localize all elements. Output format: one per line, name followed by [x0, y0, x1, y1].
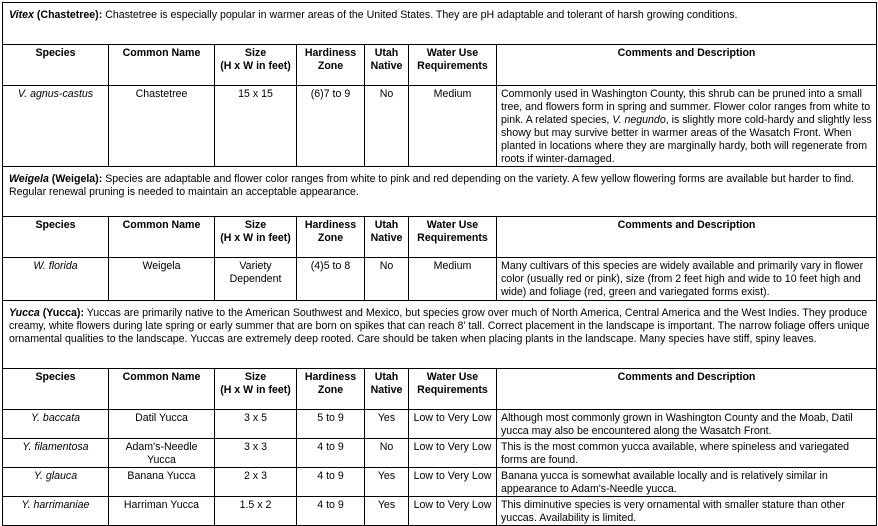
table-row: [3, 86, 877, 167]
water-cell: Medium: [409, 86, 497, 167]
intro-text: Yuccas are primarily native to the American Southwest and Mexico, but species grow over much of North America, Central America and the West Indies. They produce creamy, white flowers during late spring or early summer that are born on spikes that can reach 8' tall. Correct placement in the landscape is important. The narrow foliage offers unique ornamental qualities to the landscape. Yuccas are extremely deep rooted. Care should be taken when placing plants in the landscape. Many species have stiff, spiny leaves.: [9, 307, 870, 345]
common-cell: Harriman Yucca: [109, 497, 215, 526]
header-comments: Comments and Description: [617, 47, 756, 59]
header-hardiness: Hardiness: [304, 219, 357, 231]
header-utah-sub: Native: [370, 384, 403, 396]
native-cell: Yes: [365, 497, 409, 526]
header-hardiness-sub: Zone: [317, 232, 344, 244]
header-species: Species: [35, 371, 76, 383]
header-common: Common Name: [122, 47, 201, 59]
zone-cell: (4)5 to 8: [297, 258, 365, 301]
description-cell: Many cultivars of this species are widely available and primarily vary in flower color (usually red or pink), size (from 2 feet high and wide to 10 feet high and wide) and foliage (red, green and variegated forms exist).: [497, 258, 877, 301]
species-cell: Y. filamentosa: [3, 439, 109, 468]
common-cell: Weigela: [109, 258, 215, 301]
size-cell: 1.5 x 2: [215, 497, 297, 526]
native-cell: Yes: [365, 410, 409, 439]
water-cell: Low to Very Low: [409, 497, 497, 526]
table-header: [3, 45, 877, 86]
header-common: Common Name: [122, 371, 201, 383]
size-cell: 2 x 3: [215, 468, 297, 497]
header-size: Size: [244, 219, 267, 231]
intro-text: Chastetree is especially popular in warmer areas of the United States. They are pH adaptable and tolerant of harsh growing conditions.: [105, 9, 738, 21]
species-cell: V. agnus-castus: [3, 86, 109, 167]
water-cell: Low to Very Low: [409, 439, 497, 468]
header-utah-sub: Native: [370, 232, 403, 244]
genus-name: Weigela: [9, 173, 49, 185]
header-utah: Utah: [374, 47, 399, 59]
header-species: Species: [35, 219, 76, 231]
zone-cell: 4 to 9: [297, 468, 365, 497]
common-cell: Banana Yucca: [109, 468, 215, 497]
species-cell: Y. baccata: [3, 410, 109, 439]
header-hardiness: Hardiness: [304, 371, 357, 383]
vitex-intro: [3, 3, 877, 45]
header-species: Species: [35, 47, 76, 59]
header-size-sub: (H x W in feet): [220, 232, 291, 244]
plant-table: [2, 2, 877, 526]
common-cell: Adam's-Needle Yucca: [109, 439, 215, 468]
header-utah: Utah: [374, 371, 399, 383]
size-cell: 15 x 15: [215, 86, 297, 167]
native-cell: No: [365, 86, 409, 167]
header-utah-sub: Native: [370, 60, 403, 72]
genus-name: Vitex: [9, 9, 34, 21]
species-mention: V. negundo: [612, 114, 666, 126]
table-header: [3, 369, 877, 410]
header-water-sub: Requirements: [417, 60, 488, 72]
genus-name: Yucca: [9, 307, 40, 319]
header-water-sub: Requirements: [417, 232, 488, 244]
weigela-intro: [3, 167, 877, 217]
yucca-intro: [3, 301, 877, 369]
header-common: Common Name: [122, 219, 201, 231]
header-size-sub: (H x W in feet): [220, 60, 291, 72]
species-cell: W. florida: [3, 258, 109, 301]
description-text: Commonly used in Washington County, this shrub can be pruned into a small tree, and flowers form in spring and summer. Flower color ranges from white to pink. A related species,: [501, 88, 871, 126]
header-size: Size: [244, 47, 267, 59]
table-row: [3, 497, 877, 526]
size-cell: 3 x 5: [215, 410, 297, 439]
header-comments: Comments and Description: [617, 219, 756, 231]
table-row: [3, 410, 877, 439]
header-water: Water Use: [426, 47, 479, 59]
native-cell: No: [365, 258, 409, 301]
table-row: [3, 439, 877, 468]
header-comments: Comments and Description: [617, 371, 756, 383]
common-cell: Chastetree: [109, 86, 215, 167]
zone-cell: 4 to 9: [297, 439, 365, 468]
intro-text: Species are adaptable and flower color ranges from white to pink and red depending on the variety. A few yellow flowering forms are available but harder to find. Regular renewal pruning is needed to maintain an acceptable appearance.: [9, 173, 855, 198]
header-water-sub: Requirements: [417, 384, 488, 396]
header-water: Water Use: [426, 219, 479, 231]
table-row: [3, 468, 877, 497]
zone-cell: 4 to 9: [297, 497, 365, 526]
description-text: , is slightly more cold-hardy and slightly less showy but may survive better in warmer areas of the Wasatch Front. When planted in locations where they are marginally hardy, both will regenerate from roots if winter-damaged.: [501, 114, 872, 165]
zone-cell: (6)7 to 9: [297, 86, 365, 167]
common-genus-name: (Yucca):: [42, 307, 84, 319]
species-cell: Y. glauca: [3, 468, 109, 497]
table-header: [3, 217, 877, 258]
zone-cell: 5 to 9: [297, 410, 365, 439]
size-cell: Variety Dependent: [215, 258, 297, 301]
header-size-sub: (H x W in feet): [220, 384, 291, 396]
water-cell: Low to Very Low: [409, 468, 497, 497]
common-genus-name: (Weigela):: [51, 173, 103, 185]
header-hardiness: Hardiness: [304, 47, 357, 59]
water-cell: Low to Very Low: [409, 410, 497, 439]
description-cell: Banana yucca is somewhat available locally and is relatively similar in appearance to Adam's-Needle yucca.: [497, 468, 877, 497]
native-cell: No: [365, 439, 409, 468]
size-cell: 3 x 3: [215, 439, 297, 468]
native-cell: Yes: [365, 468, 409, 497]
description-cell: [497, 86, 877, 167]
common-cell: Datil Yucca: [109, 410, 215, 439]
description-cell: Although most commonly grown in Washington County and the Moab, Datil yucca may also be encountered along the Wasatch Front.: [497, 410, 877, 439]
header-size: Size: [244, 371, 267, 383]
water-cell: Medium: [409, 258, 497, 301]
header-hardiness-sub: Zone: [317, 60, 344, 72]
species-cell: Y. harrimaniae: [3, 497, 109, 526]
description-cell: This is the most common yucca available, where spineless and variegated forms are found.: [497, 439, 877, 468]
description-cell: This diminutive species is very ornamental with smaller stature than other yuccas. Availability is limited.: [497, 497, 877, 526]
header-water: Water Use: [426, 371, 479, 383]
header-hardiness-sub: Zone: [317, 384, 344, 396]
table-row: [3, 258, 877, 301]
header-utah: Utah: [374, 219, 399, 231]
common-genus-name: (Chastetree):: [36, 9, 103, 21]
